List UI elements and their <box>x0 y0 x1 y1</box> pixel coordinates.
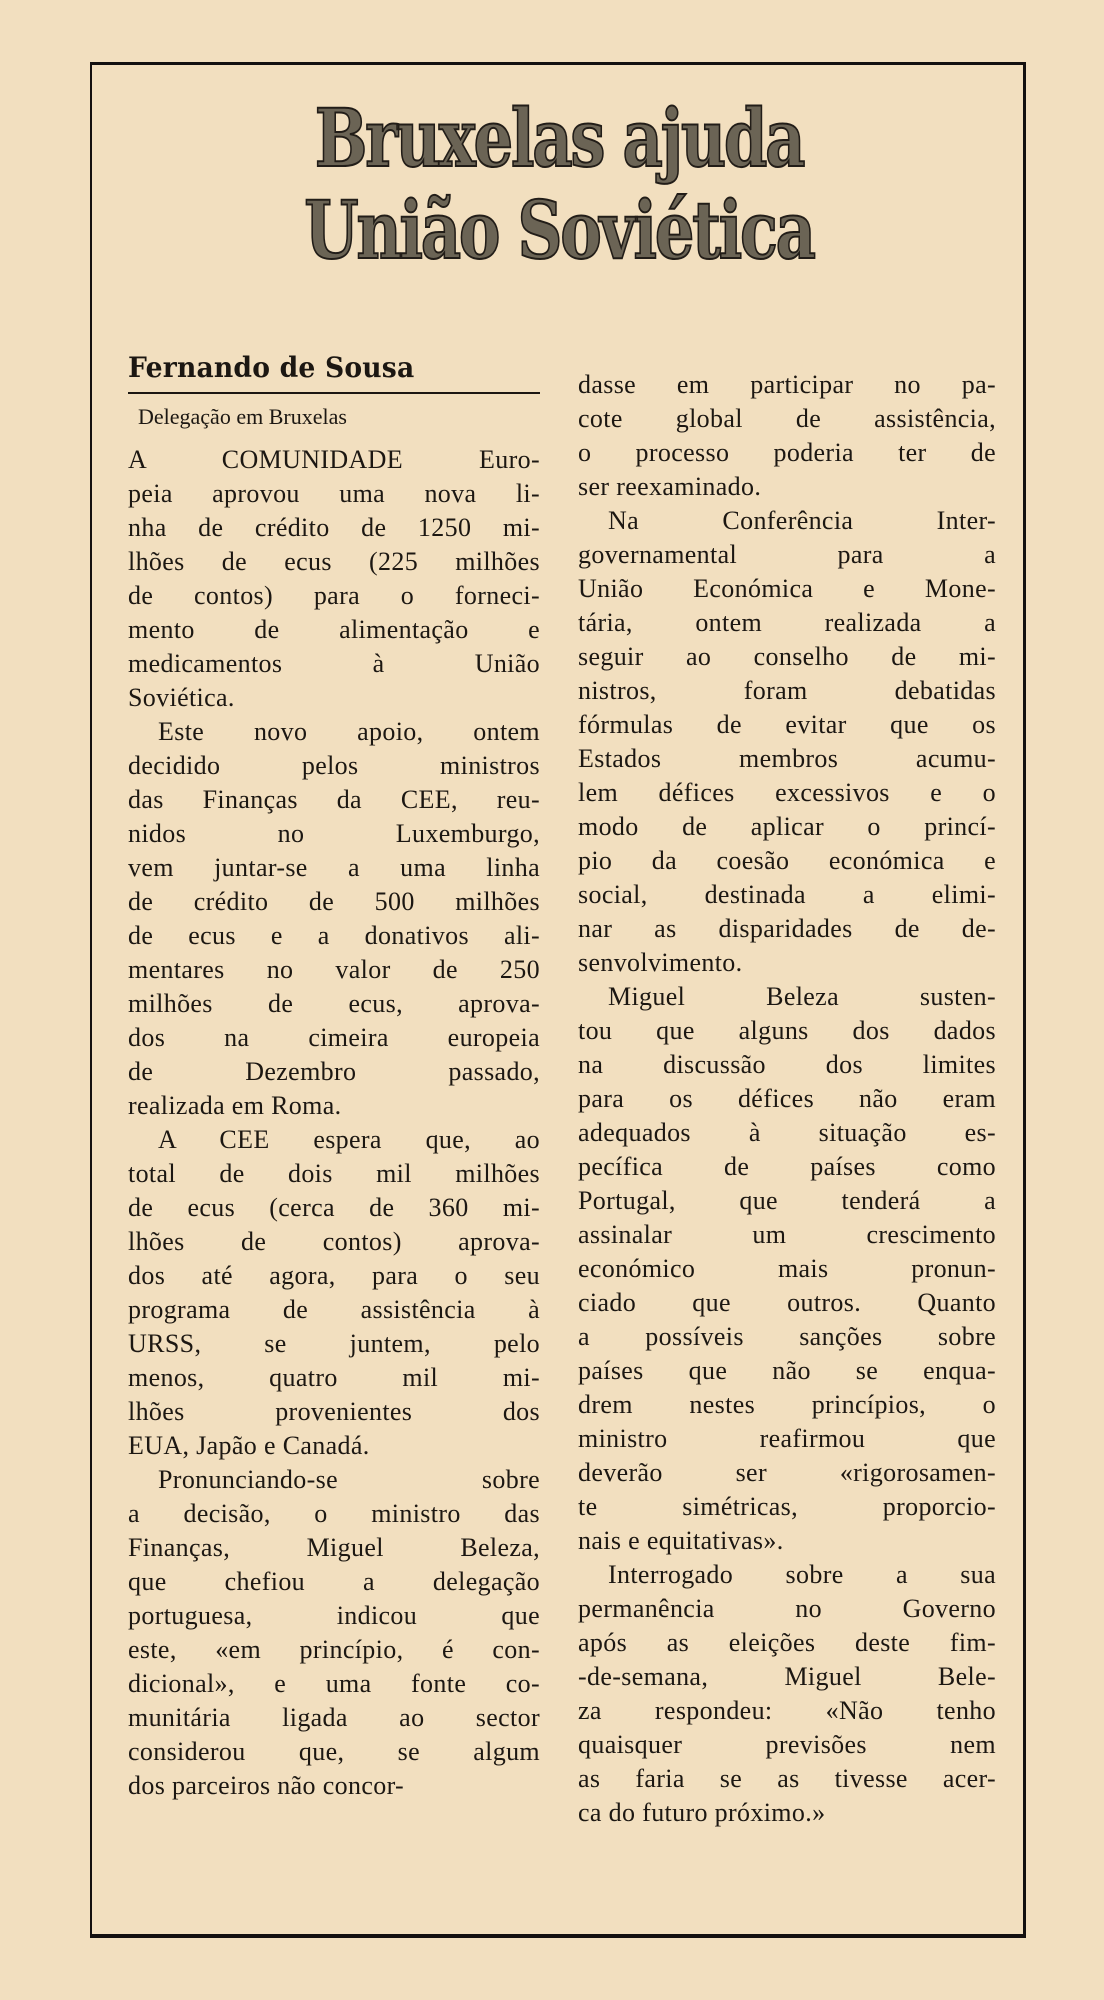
column-body <box>578 348 996 1830</box>
text-line: pecífica de países como <box>578 1152 996 1181</box>
text-line: lhões provenientes dos <box>128 1397 540 1426</box>
text-line: ciado que outros. Quanto <box>578 1288 996 1317</box>
text-line: lhões de ecus (225 milhões <box>128 547 540 576</box>
text-line: nha de crédito de 1250 mi- <box>128 513 540 542</box>
text-line: assinalar um crescimento <box>578 1220 996 1249</box>
text-line: de Dezembro passado, <box>128 1057 540 1086</box>
text-line: drem nestes princípios, o <box>578 1390 996 1419</box>
text-line: após as eleições deste fim- <box>578 1628 996 1657</box>
text-line: lhões de contos) aprova- <box>128 1227 540 1256</box>
text-line: Interrogado sobre a sua <box>608 1560 996 1589</box>
text-line: de ecus (cerca de 360 mi- <box>128 1193 540 1222</box>
text-line: Pronunciando-se sobre <box>158 1465 540 1494</box>
text-line: milhões de ecus, aprova- <box>128 989 540 1018</box>
text-line: te simétricas, proporcio- <box>578 1492 996 1521</box>
text-line: económico mais pronun- <box>578 1254 996 1283</box>
text-line: dicional», e uma fonte co- <box>128 1669 540 1698</box>
text-line: o processo poderia ter de <box>578 438 996 467</box>
headline-line-2: União Soviética <box>304 183 814 277</box>
paragraph <box>128 715 540 1123</box>
text-line: de crédito de 500 milhões <box>128 887 540 916</box>
text-line: na discussão dos limites <box>578 1050 996 1079</box>
dateline: Delegação em Bruxelas <box>138 404 347 429</box>
text-line: -de-semana, Miguel Bele- <box>578 1662 996 1691</box>
text-line: permanência no Governo <box>578 1594 996 1623</box>
text-line: ministro reafirmou que <box>578 1424 996 1453</box>
text-line: de contos) para o forneci- <box>128 581 540 610</box>
paragraph <box>128 443 540 715</box>
text-line: Na Conferência Inter- <box>608 506 996 535</box>
text-line: as faria se as tivesse acer- <box>578 1764 996 1793</box>
text-line: modo de aplicar o princí- <box>578 812 996 841</box>
text-line: de ecus e a donativos ali- <box>128 921 540 950</box>
byline-author: Fernando de Sousa <box>128 351 415 384</box>
text-line: lem défices excessivos e o <box>578 778 996 807</box>
text-line: cote global de assistência, <box>578 404 996 433</box>
paragraph <box>128 1463 540 1803</box>
article-column-left <box>128 348 540 1803</box>
text-line: ca do futuro próximo.» <box>578 1798 826 1827</box>
text-line: seguir ao conselho de mi- <box>578 642 996 671</box>
text-line: pio da coesão económica e <box>578 846 996 875</box>
text-line: deverão ser «rigorosamen- <box>578 1458 996 1487</box>
column-body <box>128 443 540 1803</box>
text-line: nar as disparidades de de- <box>578 914 996 943</box>
text-line: A CEE espera que, ao <box>158 1125 540 1154</box>
text-line: tária, ontem realizada a <box>578 608 996 637</box>
text-line: a possíveis sanções sobre <box>578 1322 996 1351</box>
text-line: programa de assistência à <box>128 1295 540 1324</box>
text-line: EUA, Japão e Canadá. <box>128 1431 370 1460</box>
text-line: portuguesa, indicou que <box>128 1601 540 1630</box>
text-line: peia aprovou uma nova li- <box>128 479 540 508</box>
text-line: Soviética. <box>128 683 235 712</box>
text-line: vem juntar-se a uma linha <box>128 853 540 882</box>
text-line: total de dois mil milhões <box>128 1159 540 1188</box>
text-line: realizada em Roma. <box>128 1091 342 1120</box>
paragraph <box>578 368 996 504</box>
text-line: fórmulas de evitar que os <box>578 710 996 739</box>
text-line: mentares no valor de 250 <box>128 955 540 984</box>
text-line: que chefiou a delegação <box>128 1567 540 1596</box>
paragraph <box>578 980 996 1558</box>
text-line: mento de alimentação e <box>128 615 540 644</box>
article-column-right <box>578 348 996 1830</box>
text-line: quaisquer previsões nem <box>578 1730 996 1759</box>
text-line: para os défices não eram <box>578 1084 996 1113</box>
text-line: adequados à situação es- <box>578 1118 996 1147</box>
text-line: Miguel Beleza susten- <box>608 982 996 1011</box>
text-line: países que não se enqua- <box>578 1356 996 1385</box>
text-line: dasse em participar no pa- <box>578 370 996 399</box>
paragraph <box>578 504 996 980</box>
text-line: decidido pelos ministros <box>128 751 540 780</box>
text-line: nidos no Luxemburgo, <box>128 819 540 848</box>
text-line: dos na cimeira europeia <box>128 1023 540 1052</box>
text-line: Portugal, que tenderá a <box>578 1186 996 1215</box>
paragraph <box>578 1558 996 1830</box>
text-line: Finanças, Miguel Beleza, <box>128 1533 540 1562</box>
text-line: nais e equitativas». <box>578 1526 784 1555</box>
text-line: za respondeu: «Não tenho <box>578 1696 996 1725</box>
text-line: medicamentos à União <box>128 649 540 678</box>
text-line: governamental para a <box>578 540 996 569</box>
headline-line-1: Bruxelas ajuda <box>314 91 804 185</box>
text-line: A COMUNIDADE Euro- <box>128 445 540 474</box>
text-line: URSS, se juntem, pelo <box>128 1329 540 1358</box>
paragraph <box>128 1123 540 1463</box>
byline-divider <box>128 392 540 394</box>
text-line: Estados membros acumu- <box>578 744 996 773</box>
text-line: a decisão, o ministro das <box>128 1499 540 1528</box>
text-line: considerou que, se algum <box>128 1737 540 1766</box>
text-line: senvolvimento. <box>578 948 743 977</box>
text-line: dos parceiros não concor- <box>128 1771 405 1800</box>
text-line: dos até agora, para o seu <box>128 1261 540 1290</box>
text-line: menos, quatro mil mi- <box>128 1363 540 1392</box>
text-line: nistros, foram debatidas <box>578 676 996 705</box>
text-line: das Finanças da CEE, reu- <box>128 785 540 814</box>
text-line: munitária ligada ao sector <box>128 1703 540 1732</box>
text-line: União Económica e Mone- <box>578 574 996 603</box>
text-line: este, «em princípio, é con- <box>128 1635 540 1664</box>
text-line: social, destinada a elimi- <box>578 880 996 909</box>
text-line: tou que alguns dos dados <box>578 1016 996 1045</box>
text-line: Este novo apoio, ontem <box>158 717 540 746</box>
text-line: ser reexaminado. <box>578 472 762 501</box>
